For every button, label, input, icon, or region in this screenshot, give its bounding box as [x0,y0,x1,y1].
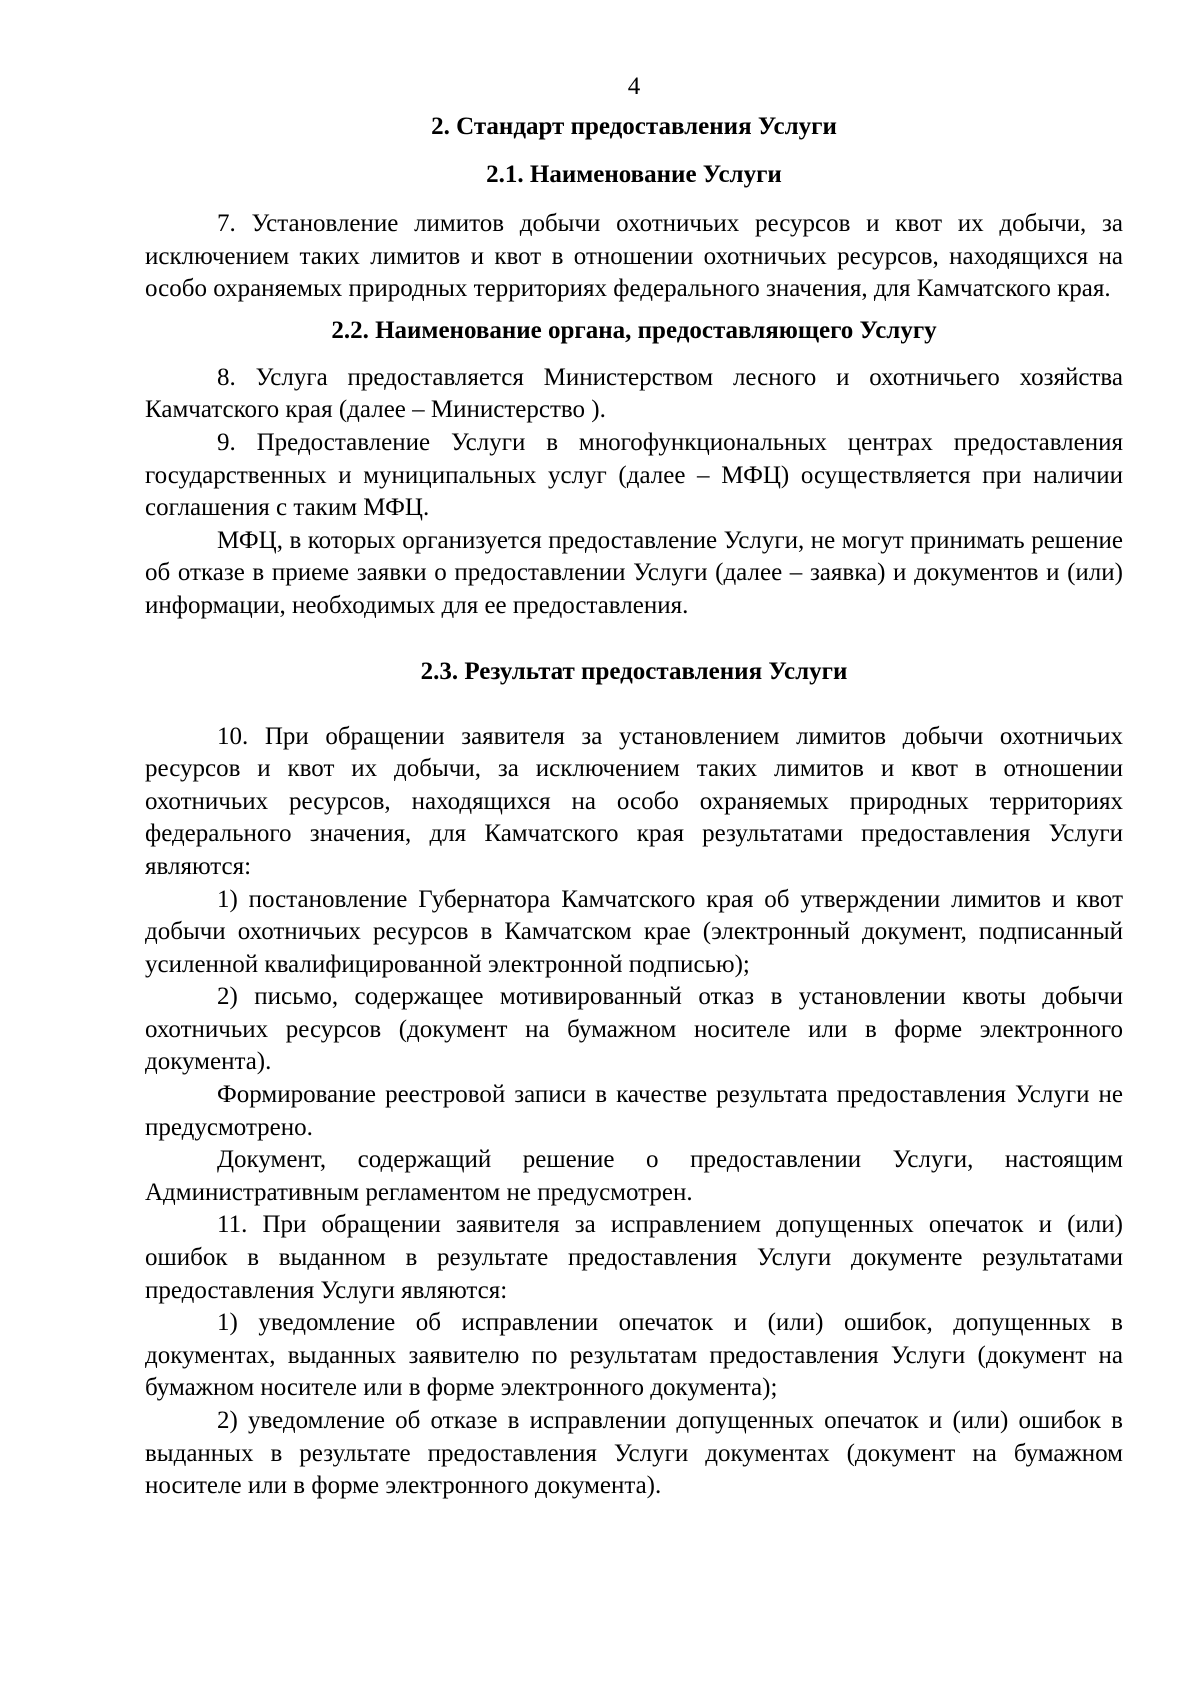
subsection-heading-result: 2.3. Результат предоставления Услуги [420,657,848,685]
paragraph-10: 10. При обращении заявителя за установлением лимитов добычи охотничьих ресурсов и квот их добычи, за исключением таких лимитов и квот в отношении охотничьих ресурсов, находящихся на особо охраняемых природных территориях федерального значения, для Камчатского края результатами предоставления Услуги являются: [145,722,1123,880]
document-page [145,70,1123,1503]
paragraph-9-mfc: МФЦ, в которых организуется предоставление Услуги, не могут принимать решение об отказе в приеме заявки о предоставлении Услуги (далее – заявка) и документов и (или) информации, необходимых для ее предоставления. [145,526,1123,619]
subsection-heading-service-name: 2.1. Наименование Услуги [486,161,782,188]
paragraph-11: 11. При обращении заявителя за исправлением допущенных опечаток и (или) ошибок в выданном в результате предоставления Услуги документе результатами предоставления Услуги являются: [145,1211,1123,1304]
paragraph-10-item-1: 1) постановление Губернатора Камчатского края об утверждении лимитов и квот добычи охотничьих ресурсов в Камчатском крае (электронный документ, подписанный усиленной квалифицированной электронной подписью); [145,885,1123,978]
paragraph-11-item-2: 2) уведомление об отказе в исправлении допущенных опечаток и (или) ошибок в выданных в результате предоставления Услуги документах (документ на бумажном носителе или в форме электронного документа). [145,1407,1123,1500]
page-number: 4 [627,73,641,100]
paragraph-10-document: Документ, содержащий решение о предоставлении Услуги, настоящим Административным регламентом не предусмотрен. [145,1146,1123,1206]
section-heading-standard: 2. Стандарт предоставления Услуги [431,113,837,140]
paragraph-11-item-1: 1) уведомление об исправлении опечаток и (или) ошибок, допущенных в документах, выданных заявителю по результатам предоставления Услуги (документ на бумажном носителе или в форме электронного документа); [145,1309,1123,1402]
paragraph-10-registry: Формирование реестровой записи в качестве результата предоставления Услуги не предусмотрено. [145,1081,1123,1141]
paragraph-8: 8. Услуга предоставляется Министерством лесного и охотничьего хозяйства Камчатского края (далее – Министерство ). [145,363,1123,424]
paragraph-10-item-2: 2) письмо, содержащее мотивированный отказ в установлении квоты добычи охотничьих ресурсов (документ на бумажном носителе или в форме электронного документа). [145,983,1123,1076]
paragraph-9: 9. Предоставление Услуги в многофункциональных центрах предоставления государственных и муниципальных услуг (далее – МФЦ) осуществляется при наличии соглашения с таким МФЦ. [145,428,1123,522]
paragraph-7: 7. Установление лимитов добычи охотничьих ресурсов и квот их добычи, за исключением таких лимитов и квот в отношении охотничьих ресурсов, находящихся на особо охраняемых природных территориях федерального значения, для Камчатского края. [145,210,1123,303]
subsection-heading-organ: 2.2. Наименование органа, предоставляющего Услугу [331,316,937,344]
